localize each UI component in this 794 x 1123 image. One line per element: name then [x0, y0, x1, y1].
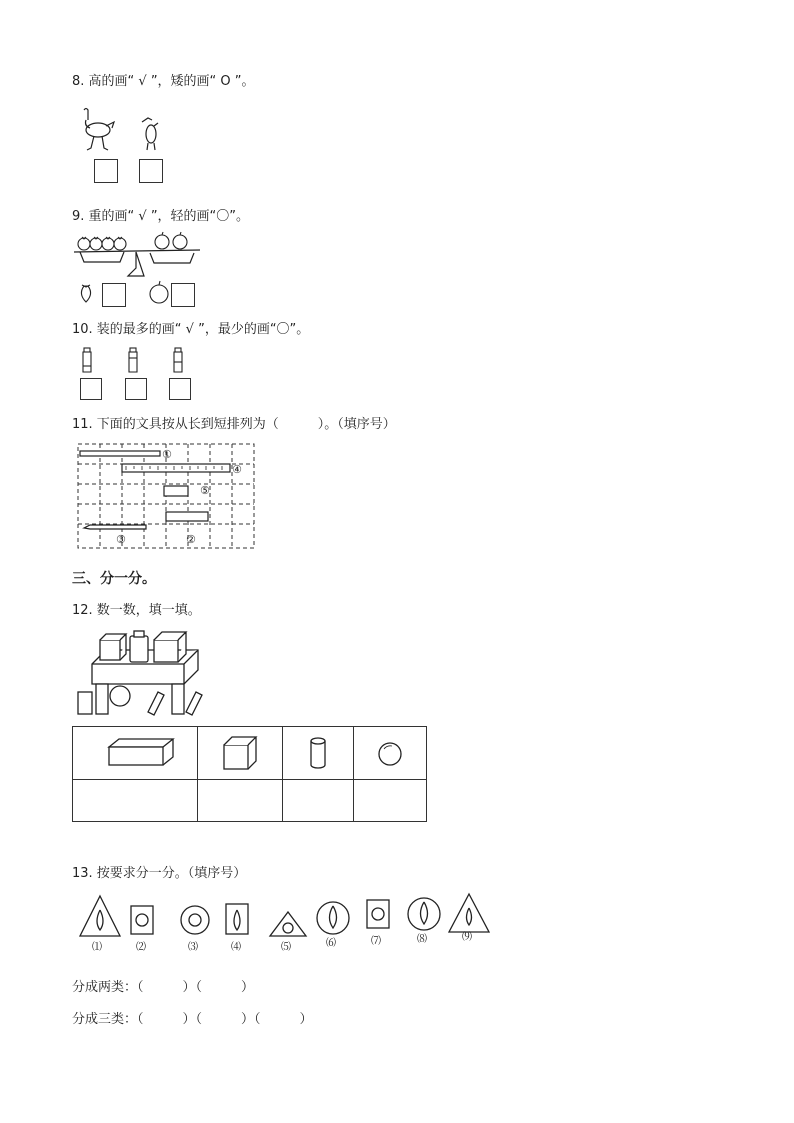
bottle-icon-2 [129, 348, 137, 372]
ostrich-and-bird-figure [76, 104, 176, 154]
answer-cell-sphere[interactable] [354, 780, 427, 822]
blocks-table-figure [76, 630, 206, 718]
cuboid-icon [109, 739, 173, 765]
section-3-title: 三、分一分。 [72, 571, 156, 587]
shape-label-9: ⑼ [462, 932, 472, 943]
label-3: ③ [116, 533, 126, 546]
shape-label-7: ⑺ [371, 936, 381, 947]
answer-box-bottle-3[interactable] [169, 378, 191, 400]
cylinder-lying-icon [148, 692, 164, 715]
question-10-text: 10. 装的最多的画“ √ ”，最少的画“〇”。 [72, 322, 310, 337]
three-categories-line[interactable]: 分成三类：（ ）（ ）（ ） [72, 1012, 313, 1027]
triangle-pear-icon-2 [449, 894, 489, 932]
ostrich-icon [84, 109, 114, 151]
answer-box-ostrich[interactable] [94, 159, 118, 183]
question-9-text: 9. 重的画“ √ ”，轻的画“〇”。 [72, 209, 250, 224]
label-1: ① [162, 448, 172, 461]
cube-icon [224, 737, 256, 769]
square-apple-icon [131, 906, 153, 934]
scale-beam [74, 250, 200, 252]
shapes-fruits-figure [76, 892, 496, 954]
balance-scale-figure [74, 230, 234, 308]
circle-pear-icon-2 [408, 898, 440, 930]
stationery-grid-figure [74, 440, 258, 552]
bottle-icon-1 [83, 348, 91, 372]
label-2: ② [186, 533, 196, 546]
cylinder-icon [130, 636, 148, 662]
triangle-pear-icon [80, 896, 120, 936]
shape-count-table [72, 726, 427, 822]
square-apple-icon-2 [367, 900, 389, 928]
strawberry-group-icon [78, 237, 126, 250]
circle-pear-icon [317, 902, 349, 934]
question-12-text: 12. 数一数，填一填。 [72, 603, 201, 618]
shape-label-3: ⑶ [188, 942, 198, 953]
answer-box-apple[interactable] [171, 283, 195, 307]
answer-cell-cube[interactable] [198, 780, 283, 822]
shape-label-2: ⑵ [136, 942, 146, 953]
pencil-icon [80, 451, 160, 456]
shape-label-4: ⑷ [231, 942, 241, 953]
apple-pair-icon [155, 232, 187, 249]
sharpener-icon [164, 486, 188, 496]
header-cube [198, 727, 283, 780]
shape-label-5: ⑸ [281, 942, 291, 953]
answer-box-strawberry[interactable] [102, 283, 126, 307]
question-13-text: 13. 按要求分一分。（填序号） [72, 866, 247, 881]
header-cuboid [73, 727, 198, 780]
question-11-text: 11. 下面的文具按从长到短排列为（ ）。（填序号） [72, 417, 396, 432]
answer-cell-cylinder[interactable] [283, 780, 354, 822]
bottle-icon-3 [174, 348, 182, 372]
cube-icon [100, 640, 120, 660]
sphere-icon [110, 686, 130, 706]
cylinder-icon [311, 738, 325, 768]
bottles-figure [80, 346, 190, 376]
shape-label-8: ⑻ [417, 934, 427, 945]
square-pear-icon [226, 904, 248, 934]
pen-icon [84, 525, 146, 529]
header-cylinder [283, 727, 354, 780]
eraser-icon [166, 512, 208, 521]
label-4: ④ [232, 463, 242, 476]
header-sphere [354, 727, 427, 780]
strawberry-icon [81, 285, 90, 302]
answer-cell-cuboid[interactable] [73, 780, 198, 822]
cuboid-icon [78, 692, 92, 714]
triangle-apple-icon [270, 912, 306, 936]
answer-box-bottle-2[interactable] [125, 378, 147, 400]
circle-apple-icon [181, 906, 209, 934]
scale-stand [128, 252, 144, 276]
small-bird-icon [142, 118, 158, 150]
apple-icon [150, 281, 168, 303]
shape-label-6: ⑹ [326, 938, 336, 949]
two-categories-line[interactable]: 分成两类：（ ）（ ） [72, 980, 255, 995]
table-leg [96, 684, 108, 714]
question-8-text: 8. 高的画“ √ ”，矮的画“ O ”。 [72, 74, 255, 89]
label-5: ⑤ [200, 484, 210, 497]
shape-label-1: ⑴ [92, 942, 102, 953]
answer-box-bottle-1[interactable] [80, 378, 102, 400]
answer-box-bird[interactable] [139, 159, 163, 183]
sphere-icon [379, 743, 401, 765]
